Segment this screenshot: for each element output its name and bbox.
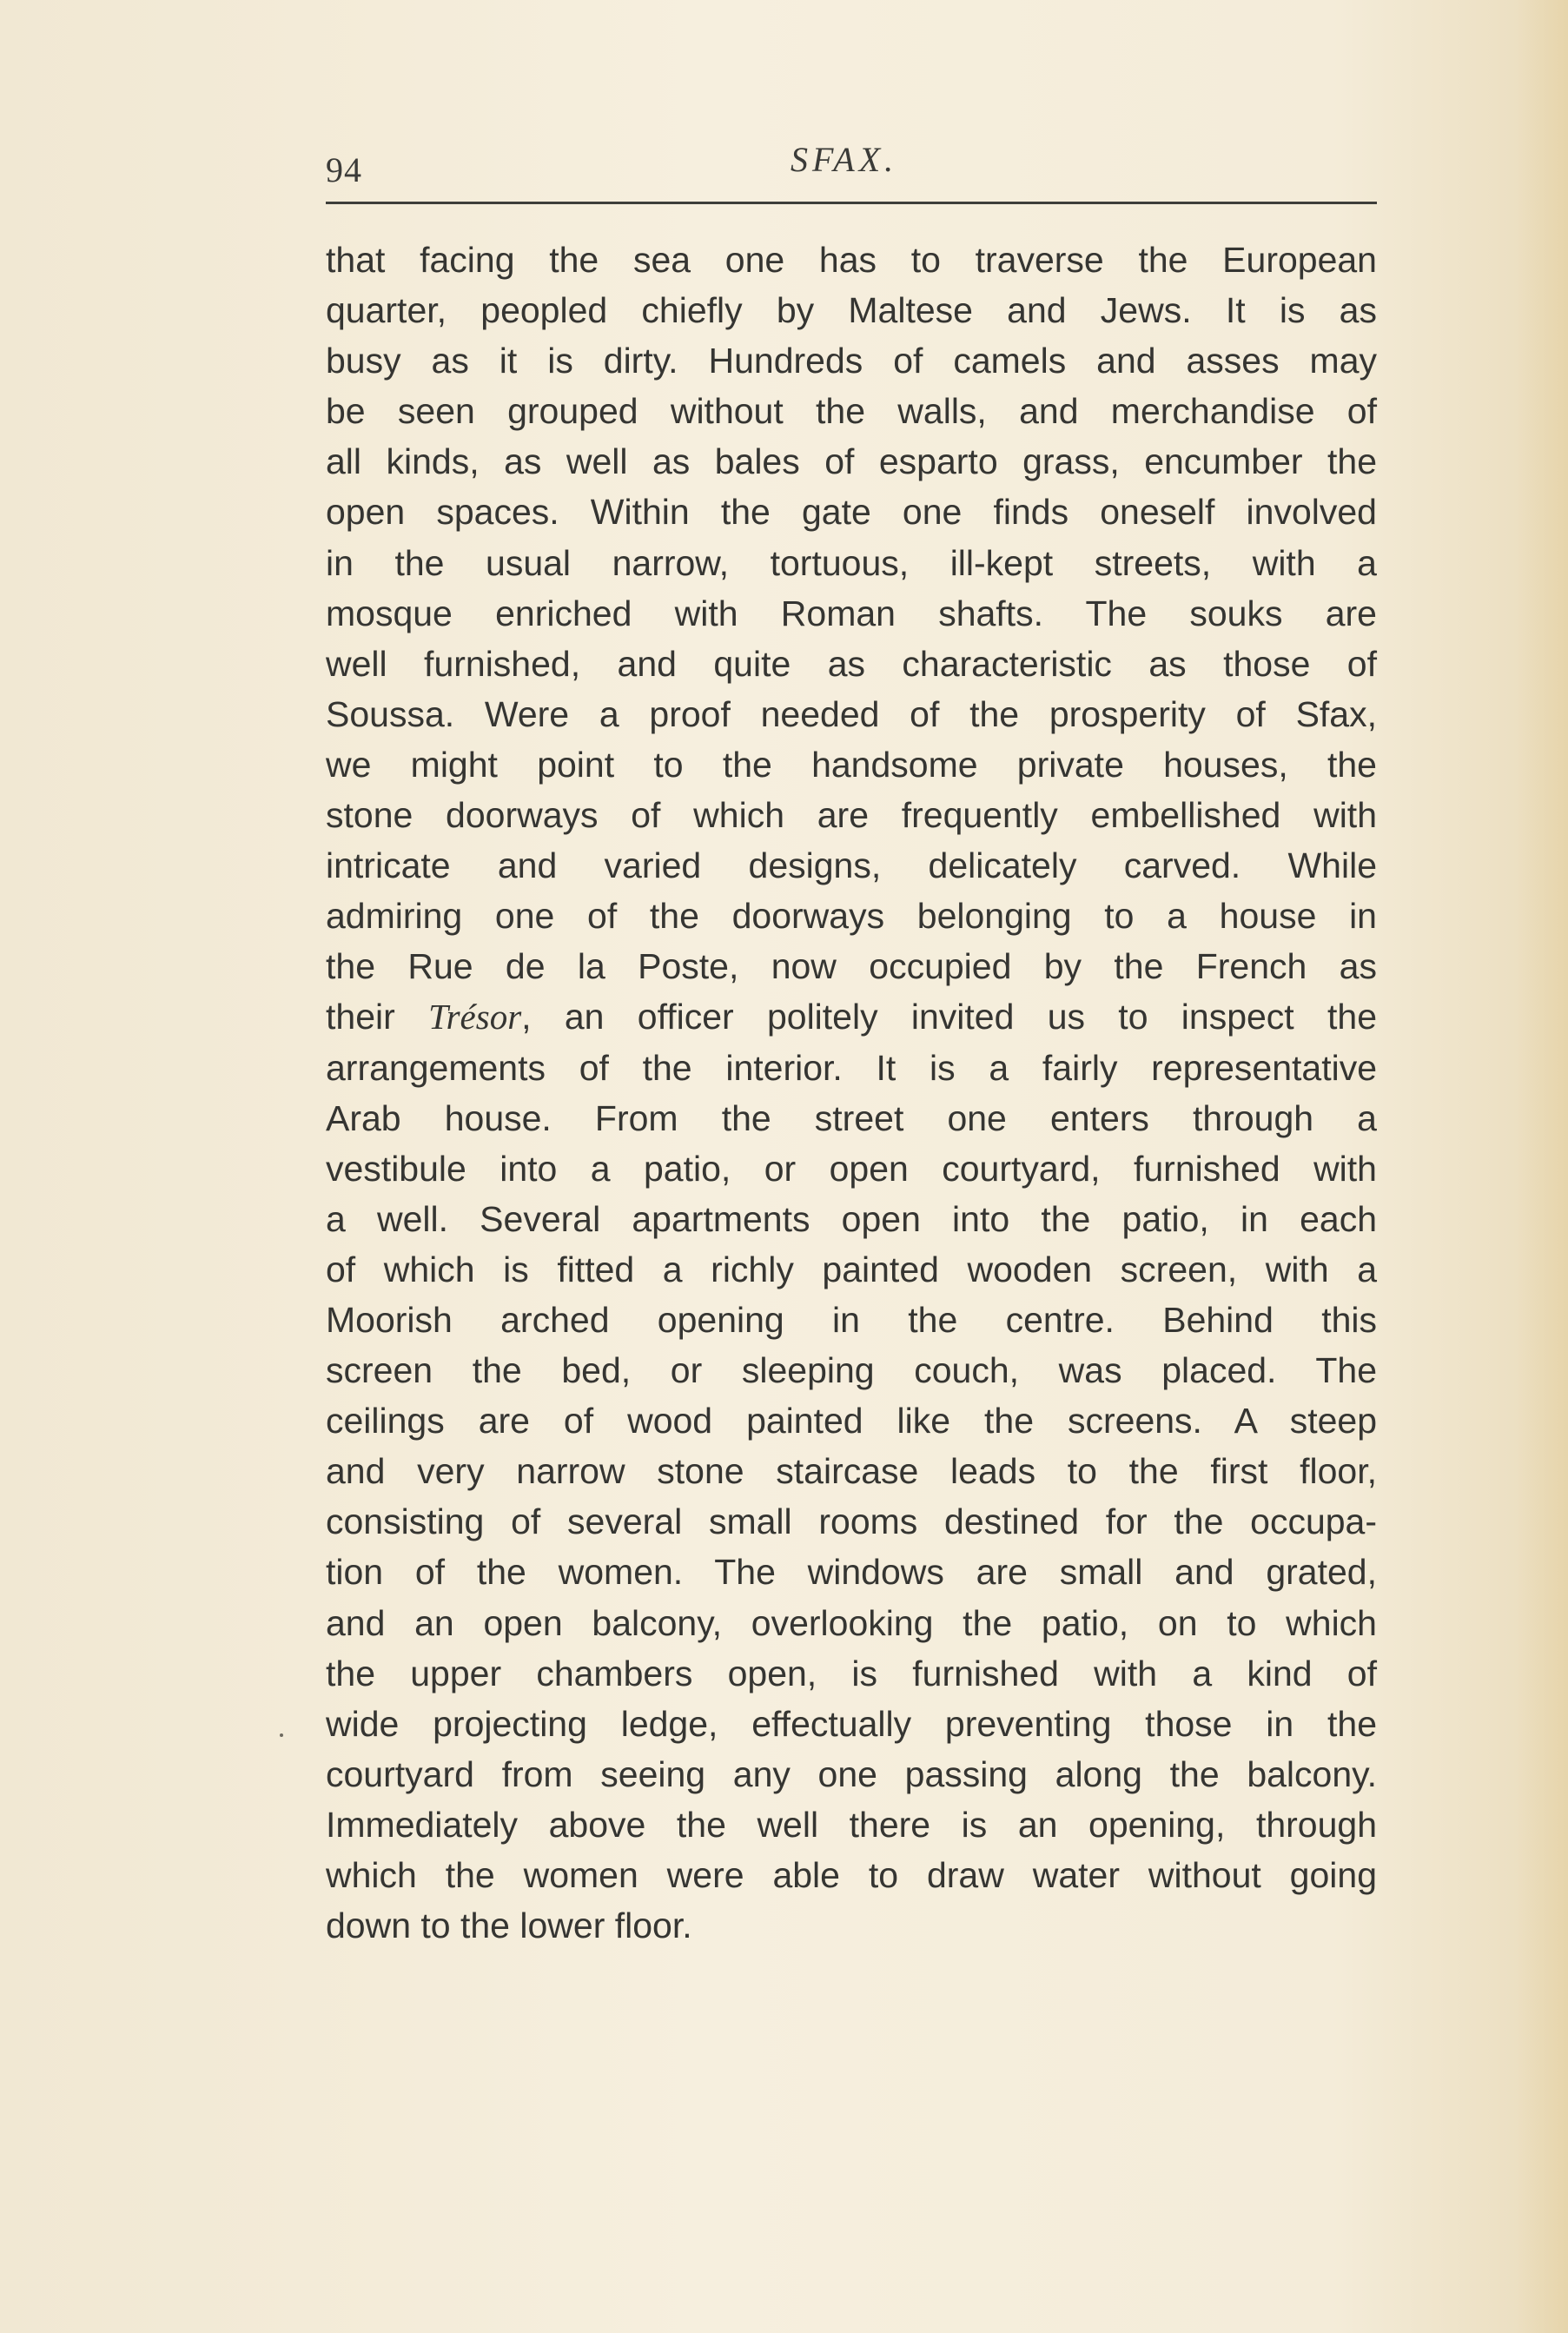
text-line: arrangements of the interior. It is a fairly representative bbox=[326, 1047, 1377, 1088]
text-line: busy as it is dirty. Hundreds of camels and asses may bbox=[326, 341, 1377, 381]
text-line: the upper chambers open, is furnished with a kind of bbox=[326, 1653, 1377, 1693]
text-line: be seen grouped without the walls, and merchandise of bbox=[326, 391, 1377, 432]
running-head: SFAX. bbox=[791, 140, 898, 179]
text-line: open spaces. Within the gate one finds oneself involved bbox=[326, 492, 1377, 533]
text-line: well furnished, and quite as characteristic as those of bbox=[326, 643, 1377, 684]
text-line: all kinds, as well as bales of esparto grass, encumber the bbox=[326, 441, 1377, 482]
text-line: down to the lower floor. bbox=[326, 1906, 692, 1946]
text-line: Arab house. From the street one enters through a bbox=[326, 1097, 1377, 1138]
text-line: that facing the sea one has to traverse the European bbox=[326, 240, 1377, 280]
text-line: tion of the women. The windows are small and grated, bbox=[326, 1552, 1377, 1593]
text-line: in the usual narrow, tortuous, ill-kept streets, with a bbox=[326, 542, 1377, 583]
text-line: we might point to the handsome private houses, the bbox=[326, 744, 1377, 785]
text-line: wide projecting ledge, effectually preventing those in the bbox=[326, 1703, 1377, 1744]
text-line: and an open balcony, overlooking the patio, on to which bbox=[326, 1602, 1377, 1643]
text-line: consisting of several small rooms destined for the occupa- bbox=[326, 1501, 1377, 1542]
page-edge-shading bbox=[1516, 0, 1568, 2333]
text-line: Soussa. Were a proof needed of the prosperity of Sfax, bbox=[326, 693, 1377, 734]
text-run: their bbox=[326, 997, 429, 1037]
text-line: admiring one of the doorways belonging to a house in bbox=[326, 896, 1377, 937]
text-line: which the women were able to draw water without going bbox=[326, 1855, 1377, 1895]
text-line: and very narrow stone staircase leads to the first floor, bbox=[326, 1451, 1377, 1492]
body-text bbox=[326, 235, 1377, 1951]
text-line: mosque enriched with Roman shafts. The souks are bbox=[326, 593, 1377, 633]
text-line: a well. Several apartments open into the patio, in each bbox=[326, 1198, 1377, 1239]
text-line: Immediately above the well there is an opening, through bbox=[326, 1804, 1377, 1845]
text-line: vestibule into a patio, or open courtyard, furnished with bbox=[326, 1148, 1377, 1189]
text-line bbox=[326, 991, 1377, 1042]
italic-term: Trésor bbox=[428, 997, 522, 1037]
page-header bbox=[326, 130, 1377, 200]
text-line: stone doorways of which are frequently embellished with bbox=[326, 795, 1377, 836]
text-line: ceilings are of wood painted like the screens. A steep bbox=[326, 1401, 1377, 1442]
text-line: screen the bed, or sleeping couch, was placed. The bbox=[326, 1350, 1377, 1391]
text-line: quarter, peopled chiefly by Maltese and Jews. It is as bbox=[326, 290, 1377, 331]
paper-speck bbox=[280, 1733, 283, 1737]
text-run: , an officer politely invited us to inspect the bbox=[521, 997, 1377, 1037]
text-line: of which is fitted a richly painted wooden screen, with a bbox=[326, 1249, 1377, 1289]
header-rule bbox=[326, 202, 1377, 204]
page-number: 94 bbox=[326, 150, 362, 189]
text-line: Moorish arched opening in the centre. Behind this bbox=[326, 1299, 1377, 1340]
text-line: courtyard from seeing any one passing along the balcony. bbox=[326, 1753, 1377, 1794]
text-line: the Rue de la Poste, now occupied by the French as bbox=[326, 946, 1377, 987]
text-line: intricate and varied designs, delicately carved. While bbox=[326, 845, 1377, 886]
